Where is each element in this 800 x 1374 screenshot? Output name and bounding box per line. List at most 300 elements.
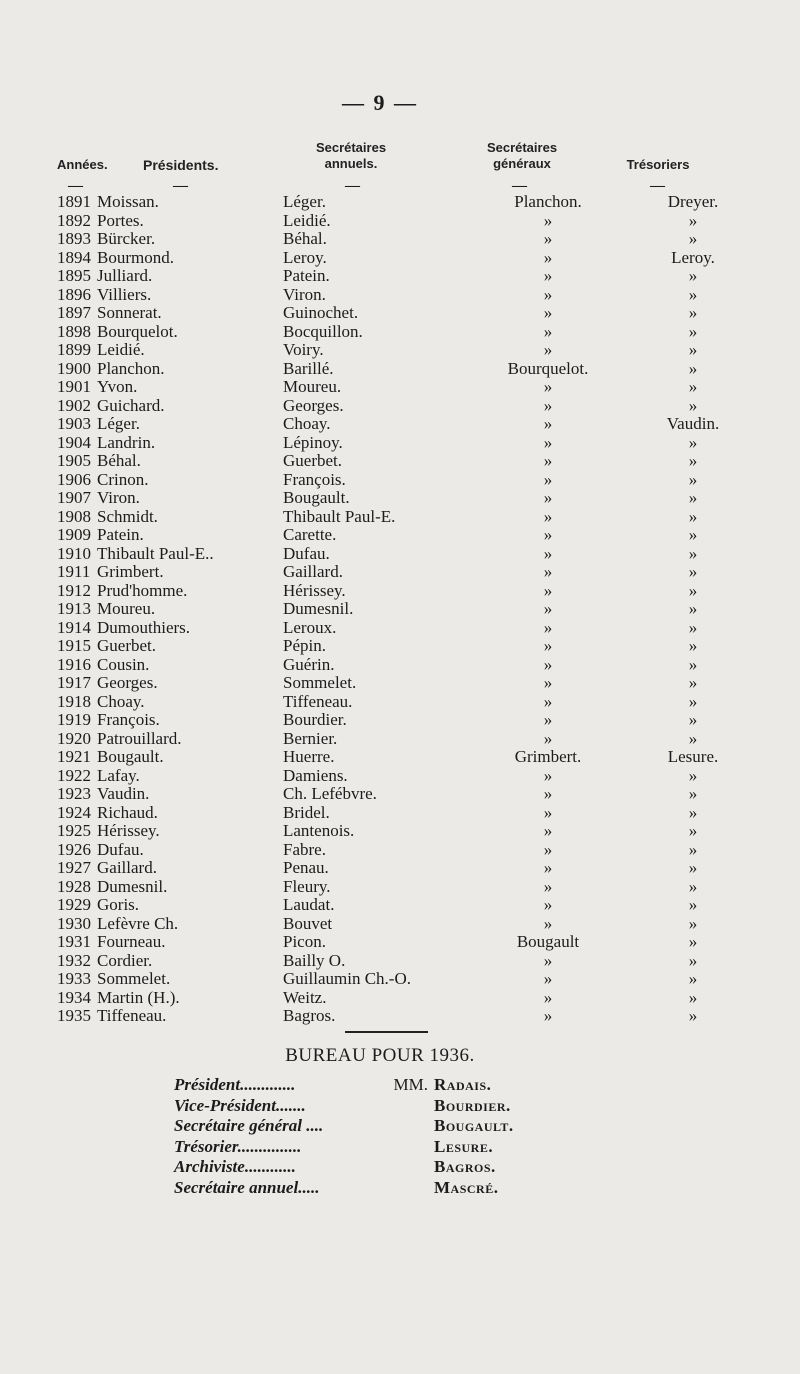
header-secretaires-annuels-line2: annuels. — [324, 156, 378, 171]
header-dash: — — [650, 178, 665, 194]
cell-tresorier: » — [688, 636, 698, 655]
officers-table — [57, 193, 753, 1026]
cell-tresorier: » — [688, 303, 698, 322]
cell-sec-annuel: Gaillard. — [283, 562, 343, 581]
table-row — [57, 249, 753, 268]
cell-year: 1917 — [57, 673, 91, 692]
header-annees: Années. — [57, 157, 108, 172]
table-row — [57, 933, 753, 952]
cell-year: 1899 — [57, 340, 91, 359]
cell-tresorier: » — [688, 599, 698, 618]
cell-tresorier: » — [688, 895, 698, 914]
cell-tresorier: » — [688, 210, 698, 230]
table-row — [57, 193, 753, 212]
cell-tresorier: Leroy. — [671, 247, 715, 267]
cell-sec-annuel: Ch. Lefébvre. — [283, 784, 377, 803]
table-row — [57, 563, 753, 582]
cell-sec-general: » — [543, 839, 553, 859]
bureau-title: BUREAU POUR 1936. — [285, 1045, 475, 1066]
cell-sec-general: » — [543, 469, 553, 489]
cell-tresorier: » — [688, 821, 698, 840]
table-row — [57, 896, 753, 915]
cell-sec-general: » — [543, 284, 553, 304]
cell-year: 1931 — [57, 932, 91, 951]
cell-sec-general: » — [543, 229, 553, 248]
cell-sec-general: » — [543, 784, 553, 803]
bureau-mm — [380, 1157, 434, 1178]
cell-sec-general: » — [543, 617, 553, 637]
cell-sec-general: » — [543, 580, 553, 600]
cell-president: Choay. — [97, 691, 145, 711]
cell-tresorier: » — [688, 321, 698, 341]
cell-year: 1913 — [57, 599, 91, 618]
bureau-name: Bougault. — [434, 1116, 514, 1135]
cell-tresorier: » — [688, 543, 698, 563]
cell-sec-general: » — [543, 710, 553, 729]
cell-sec-general: » — [543, 414, 553, 433]
cell-president: Lafay. — [97, 765, 140, 785]
cell-president: Villiers. — [97, 284, 152, 304]
table-row — [57, 674, 753, 693]
cell-year: 1910 — [57, 543, 91, 563]
table-row — [57, 415, 753, 434]
cell-year: 1905 — [57, 451, 91, 470]
cell-sec-annuel: Voiry. — [283, 340, 324, 359]
cell-sec-general: » — [543, 858, 553, 877]
cell-tresorier: » — [688, 987, 698, 1007]
cell-sec-general: » — [543, 247, 553, 267]
cell-tresorier: » — [688, 229, 698, 248]
table-row — [57, 915, 753, 934]
bureau-role: Archiviste............ — [174, 1157, 296, 1176]
bureau-name: Bourdier. — [434, 1095, 511, 1115]
cell-tresorier: » — [688, 562, 698, 581]
cell-year: 1927 — [57, 858, 91, 877]
bureau-table-body — [174, 1075, 514, 1198]
table-row — [57, 489, 753, 508]
cell-year: 1919 — [57, 710, 91, 729]
officers-table-body — [57, 193, 753, 1026]
cell-year: 1900 — [57, 358, 91, 378]
cell-sec-annuel: Fabre. — [283, 839, 326, 859]
cell-sec-annuel: Bouvet — [283, 913, 333, 933]
cell-sec-annuel: Penau. — [283, 858, 329, 877]
cell-president: Béhal. — [97, 451, 141, 470]
cell-sec-annuel: Leidié. — [283, 210, 331, 230]
cell-president: Bourmond. — [97, 247, 174, 267]
cell-president: Planchon. — [97, 358, 165, 378]
cell-sec-general: » — [543, 266, 553, 285]
table-row — [57, 637, 753, 656]
cell-year: 1930 — [57, 913, 91, 933]
cell-year: 1912 — [57, 580, 91, 600]
cell-tresorier: » — [688, 784, 698, 803]
bureau-role: Secrétaire général .... — [174, 1116, 324, 1135]
cell-year: 1925 — [57, 821, 91, 840]
cell-year: 1922 — [57, 765, 91, 785]
cell-sec-annuel: Lantenois. — [283, 821, 355, 840]
cell-sec-general: » — [543, 802, 553, 822]
cell-president: Guerbet. — [97, 636, 157, 655]
cell-president: Cousin. — [97, 654, 150, 674]
cell-sec-annuel: Leroy. — [283, 247, 327, 267]
bureau-name: Radais. — [434, 1075, 492, 1094]
cell-year: 1893 — [57, 229, 91, 248]
cell-president: Viron. — [97, 488, 140, 507]
cell-president: Moissan. — [97, 192, 159, 211]
cell-year: 1895 — [57, 266, 91, 285]
cell-year: 1903 — [57, 414, 91, 433]
cell-president: Bourquelot. — [97, 321, 178, 341]
table-row — [57, 748, 753, 767]
table-row — [57, 526, 753, 545]
cell-president: Landrin. — [97, 432, 156, 452]
cell-tresorier: » — [688, 691, 698, 711]
cell-sec-annuel: Patein. — [283, 266, 330, 285]
cell-sec-annuel: Tiffeneau. — [283, 691, 353, 711]
cell-year: 1924 — [57, 802, 91, 822]
bureau-role: Vice-Président....... — [174, 1095, 306, 1115]
table-row — [57, 952, 753, 971]
cell-president: Moureu. — [97, 599, 156, 618]
bureau-role: Président............. — [174, 1075, 296, 1094]
cell-sec-general: » — [543, 691, 553, 711]
cell-president: Leidié. — [97, 340, 145, 359]
table-row — [57, 619, 753, 638]
table-row — [57, 378, 753, 397]
cell-tresorier: » — [688, 525, 698, 544]
cell-tresorier: » — [688, 451, 698, 470]
table-row — [57, 600, 753, 619]
cell-sec-annuel: Lépinoy. — [283, 432, 343, 452]
table-row — [57, 341, 753, 360]
cell-year: 1894 — [57, 247, 91, 267]
cell-year: 1909 — [57, 525, 91, 544]
cell-sec-general: » — [543, 673, 553, 692]
header-dash: — — [173, 178, 188, 194]
cell-tresorier: » — [688, 839, 698, 859]
cell-president: Vaudin. — [97, 784, 150, 803]
cell-sec-annuel: Dumesnil. — [283, 599, 354, 618]
cell-sec-annuel: Huerre. — [283, 747, 335, 766]
cell-sec-general: » — [543, 636, 553, 655]
cell-sec-general: Bougault — [516, 932, 580, 951]
cell-sec-annuel: Carette. — [283, 525, 337, 544]
table-row — [57, 508, 753, 527]
cell-tresorier: » — [688, 617, 698, 637]
cell-sec-general: » — [543, 432, 553, 452]
cell-sec-annuel: Hérissey. — [283, 580, 346, 600]
table-row — [57, 212, 753, 231]
cell-year: 1898 — [57, 321, 91, 341]
table-row — [57, 859, 753, 878]
bureau-mm — [380, 1116, 434, 1137]
cell-president: Léger. — [97, 414, 140, 433]
cell-tresorier: Lesure. — [667, 747, 719, 766]
cell-year: 1926 — [57, 839, 91, 859]
cell-sec-general: » — [543, 340, 553, 359]
table-row — [57, 230, 753, 249]
cell-president: Fourneau. — [97, 932, 166, 951]
table-row — [57, 785, 753, 804]
bureau-row — [174, 1096, 514, 1117]
cell-year: 1914 — [57, 617, 91, 637]
cell-sec-general: » — [543, 1006, 553, 1025]
header-secretaires-generaux-line1: Secrétaires — [486, 140, 558, 155]
cell-sec-annuel: Bailly O. — [283, 950, 346, 970]
cell-sec-annuel: Georges. — [283, 395, 344, 415]
cell-sec-general: » — [543, 728, 553, 748]
cell-sec-annuel: Léger. — [283, 192, 326, 211]
cell-tresorier: » — [688, 469, 698, 489]
cell-tresorier: » — [688, 266, 698, 285]
cell-sec-annuel: Bagros. — [283, 1006, 336, 1025]
cell-tresorier: » — [688, 488, 698, 507]
cell-tresorier: » — [688, 876, 698, 896]
cell-tresorier: » — [688, 913, 698, 933]
cell-year: 1915 — [57, 636, 91, 655]
table-row — [57, 970, 753, 989]
bureau-mm — [380, 1137, 434, 1158]
cell-sec-annuel: Bridel. — [283, 802, 330, 822]
cell-sec-annuel: Guillaumin Ch.-O. — [283, 969, 411, 988]
table-row — [57, 545, 753, 564]
cell-year: 1934 — [57, 987, 91, 1007]
cell-tresorier: Dreyer. — [667, 192, 719, 211]
bureau-table — [174, 1075, 514, 1198]
cell-sec-annuel: Thibault Paul-E. — [283, 506, 396, 526]
cell-tresorier: » — [688, 673, 698, 692]
cell-sec-annuel: Leroux. — [283, 617, 337, 637]
cell-president: Richaud. — [97, 802, 158, 822]
cell-president: Georges. — [97, 673, 158, 692]
page-number: — 9 — — [342, 90, 418, 115]
cell-year: 1918 — [57, 691, 91, 711]
bureau-row — [174, 1178, 514, 1199]
table-row — [57, 804, 753, 823]
cell-tresorier: » — [688, 395, 698, 415]
cell-year: 1904 — [57, 432, 91, 452]
header-secretaires-generaux — [462, 140, 582, 172]
cell-sec-general: » — [543, 506, 553, 526]
table-row — [57, 767, 753, 786]
cell-sec-general: » — [543, 451, 553, 470]
table-row — [57, 878, 753, 897]
bureau-name: Bagros. — [434, 1157, 496, 1176]
cell-year: 1906 — [57, 469, 91, 489]
bureau-mm: MM. — [393, 1075, 428, 1094]
cell-year: 1901 — [57, 377, 91, 396]
cell-sec-annuel: Béhal. — [283, 229, 327, 248]
cell-sec-general: Bourquelot. — [507, 358, 589, 378]
cell-year: 1907 — [57, 488, 91, 507]
header-dash: — — [345, 178, 360, 194]
cell-sec-annuel: Bocquillon. — [283, 321, 363, 341]
cell-sec-general: » — [543, 765, 553, 785]
cell-sec-general: » — [543, 599, 553, 618]
cell-sec-general: » — [543, 395, 553, 415]
cell-year: 1923 — [57, 784, 91, 803]
header-secretaires-generaux-line2: généraux — [493, 156, 551, 171]
bureau-name: Lesure. — [434, 1136, 494, 1156]
cell-sec-general: » — [543, 821, 553, 840]
cell-president: Martin (H.). — [97, 987, 180, 1007]
cell-year: 1928 — [57, 876, 91, 896]
table-row — [57, 323, 753, 342]
cell-tresorier: » — [688, 728, 698, 748]
header-tresoriers: Trésoriers — [626, 157, 690, 172]
cell-tresorier: » — [688, 969, 698, 988]
cell-president: Dufau. — [97, 839, 144, 859]
bureau-row — [174, 1075, 514, 1096]
cell-tresorier: » — [688, 654, 698, 674]
cell-sec-annuel: Weitz. — [283, 987, 327, 1007]
cell-president: Portes. — [97, 210, 144, 230]
cell-tresorier: » — [688, 950, 698, 970]
cell-president: Dumouthiers. — [97, 617, 191, 637]
cell-sec-general: Planchon. — [514, 192, 582, 211]
cell-sec-annuel: Damiens. — [283, 765, 348, 785]
cell-president: Lefèvre Ch. — [97, 913, 179, 933]
cell-sec-general: » — [543, 895, 553, 914]
cell-sec-annuel: Guerbet. — [283, 451, 343, 470]
cell-tresorier: » — [688, 358, 698, 378]
cell-president: Bürcker. — [97, 229, 156, 248]
cell-tresorier: » — [688, 765, 698, 785]
cell-sec-general: » — [543, 562, 553, 581]
table-row — [57, 286, 753, 305]
cell-year: 1897 — [57, 303, 91, 322]
cell-sec-annuel: Pépin. — [283, 636, 326, 655]
cell-sec-annuel: Bernier. — [283, 728, 338, 748]
table-row — [57, 1007, 753, 1026]
table-row — [57, 711, 753, 730]
cell-tresorier: » — [688, 340, 698, 359]
cell-sec-annuel: Fleury. — [283, 876, 331, 896]
cell-president: Sonnerat. — [97, 303, 162, 322]
table-row — [57, 452, 753, 471]
cell-tresorier: » — [688, 1006, 698, 1025]
cell-president: Patein. — [97, 525, 144, 544]
bureau-role: Secrétaire annuel..... — [174, 1177, 320, 1197]
table-row — [57, 267, 753, 286]
bureau-row — [174, 1137, 514, 1158]
cell-president: Grimbert. — [97, 562, 164, 581]
cell-sec-general: » — [543, 321, 553, 341]
cell-sec-general: » — [543, 377, 553, 396]
cell-sec-annuel: Guinochet. — [283, 303, 359, 322]
cell-sec-general: » — [543, 987, 553, 1007]
cell-sec-annuel: Guérin. — [283, 654, 335, 674]
cell-tresorier: » — [688, 932, 698, 951]
cell-year: 1892 — [57, 210, 91, 230]
cell-year: 1908 — [57, 506, 91, 526]
cell-year: 1933 — [57, 969, 91, 988]
header-dash: — — [512, 178, 527, 194]
cell-president: Julliard. — [97, 266, 153, 285]
bureau-row — [174, 1157, 514, 1178]
cell-president: Gaillard. — [97, 858, 157, 877]
cell-year: 1916 — [57, 654, 91, 674]
bureau-mm — [380, 1178, 434, 1199]
bureau-mm — [380, 1096, 434, 1117]
table-row — [57, 693, 753, 712]
cell-sec-general: » — [543, 488, 553, 507]
cell-tresorier: » — [688, 377, 698, 396]
cell-sec-general: » — [543, 950, 553, 970]
header-secretaires-annuels-line1: Secrétaires — [315, 140, 387, 155]
separator-rule — [345, 1031, 428, 1033]
cell-president: Hérissey. — [97, 821, 160, 840]
table-row — [57, 304, 753, 323]
cell-sec-annuel: Choay. — [283, 414, 331, 433]
cell-sec-annuel: Dufau. — [283, 543, 330, 563]
cell-president: Cordier. — [97, 950, 153, 970]
cell-year: 1902 — [57, 395, 91, 415]
cell-tresorier: » — [688, 432, 698, 452]
table-row — [57, 434, 753, 453]
cell-sec-general: » — [543, 210, 553, 230]
cell-sec-annuel: Picon. — [283, 932, 326, 951]
table-row — [57, 471, 753, 490]
cell-tresorier: Vaudin. — [666, 414, 720, 433]
cell-president: Schmidt. — [97, 506, 158, 526]
table-row — [57, 989, 753, 1008]
cell-president: Bougault. — [97, 747, 164, 766]
bureau-role: Trésorier............... — [174, 1136, 302, 1156]
header-presidents: Présidents. — [143, 157, 219, 173]
cell-year: 1896 — [57, 284, 91, 304]
cell-sec-general: » — [543, 303, 553, 322]
cell-president: Patrouillard. — [97, 728, 182, 748]
table-row — [57, 822, 753, 841]
cell-tresorier: » — [688, 284, 698, 304]
cell-tresorier: » — [688, 858, 698, 877]
table-row — [57, 730, 753, 749]
cell-tresorier: » — [688, 710, 698, 729]
cell-president: Yvon. — [97, 377, 138, 396]
bureau-row — [174, 1116, 514, 1137]
cell-sec-general: » — [543, 969, 553, 988]
cell-sec-general: » — [543, 654, 553, 674]
cell-president: Prud'homme. — [97, 580, 188, 600]
cell-president: François. — [97, 710, 160, 729]
cell-president: Tiffeneau. — [97, 1006, 167, 1025]
cell-sec-general: » — [543, 913, 553, 933]
table-row — [57, 841, 753, 860]
cell-sec-annuel: Bourdier. — [283, 710, 347, 729]
bureau-name: Mascré. — [434, 1177, 499, 1197]
table-row — [57, 656, 753, 675]
cell-year: 1921 — [57, 747, 91, 766]
cell-president: Sommelet. — [97, 969, 171, 988]
table-row — [57, 360, 753, 379]
cell-sec-general: » — [543, 543, 553, 563]
header-secretaires-annuels — [296, 140, 406, 172]
cell-sec-general: » — [543, 525, 553, 544]
table-row — [57, 397, 753, 416]
cell-year: 1891 — [57, 192, 91, 211]
cell-sec-general: » — [543, 876, 553, 896]
cell-tresorier: » — [688, 802, 698, 822]
table-row — [57, 582, 753, 601]
cell-sec-annuel: Barillé. — [283, 358, 334, 378]
cell-year: 1935 — [57, 1006, 91, 1025]
cell-sec-annuel: François. — [283, 469, 346, 489]
cell-president: Goris. — [97, 895, 140, 914]
cell-president: Dumesnil. — [97, 876, 168, 896]
cell-president: Guichard. — [97, 395, 165, 415]
